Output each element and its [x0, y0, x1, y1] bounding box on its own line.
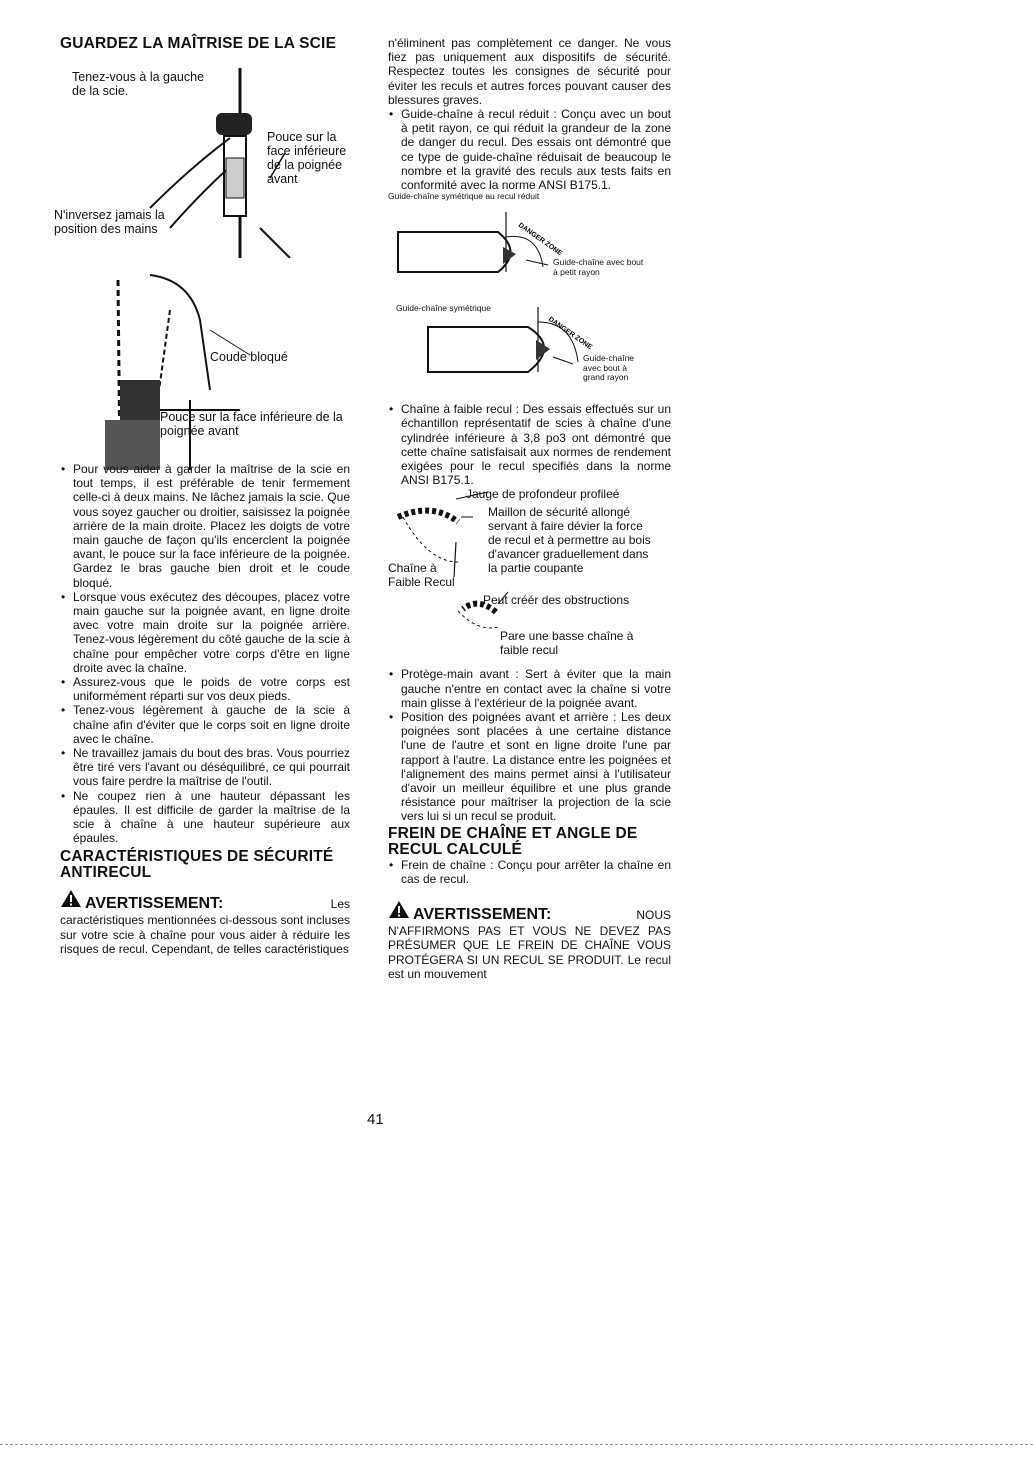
bullet-list-guide — [388, 107, 671, 192]
warning-triangle-icon — [388, 900, 410, 919]
section-heading-antirecul: CARACTÉRISTIQUES DE SÉCURITÉ ANTIRECUL — [60, 848, 334, 882]
figure-low-kickback-chain — [388, 487, 671, 667]
figure-hand-position — [54, 58, 350, 258]
list-item: • Pour vous aider à garder la maîtrise de la scie en tout temps, il est préférable de tenir fermement celle-ci à deux mains. Ne lâchez jamais la scie. Que vous soyez gaucher ou droitier, saisissez la poignée arrière de la main droite. Placez les doigts de votre main gauche de façon qu'ils encerclent la poignée avant, le pouce sur la face inférieure de la poignée. Gardez le bras gauche bien droit et le coude bloqué. — [60, 462, 350, 590]
left-column — [54, 35, 350, 956]
list-item: • Lorsque vous exécutez des découpes, placez votre main gauche sur la poignée avant, en ligne droite avec votre main droite sur la poignée arrière. Tenez-vous légèrement du côté gauche de la scie à chaîne pour empêcher votre corps d'être en ligne droite avec la chaîne. — [60, 590, 350, 675]
list-item: • Assurez-vous que le poids de votre corps est uniformément réparti sur vos deux pieds. — [60, 675, 350, 703]
section-heading-guardez: GUARDEZ LA MAÎTRISE DE LA SCIE — [60, 35, 337, 52]
label-pare: Pare une basse chaîne à faible recul — [500, 629, 634, 658]
bullet-list-right — [388, 667, 671, 823]
page-number: 41 — [367, 1111, 384, 1128]
label-pouce-face: Pouce sur la face inférieure de la poignée avant — [267, 130, 347, 186]
warning-header-left — [60, 889, 350, 913]
label-inversez: N'inversez jamais la position des mains — [54, 208, 165, 236]
list-item: • Chaîne à faible recul : Des essais effectués sur un échantillon représentatif de scies à chaîne d'une cylindrée inférieure à 3,8 po3 ont démontré que cette chaîne satisfaisait aux normes de rendement exigées pour le recul specifiés dans la norme ANSI B175.1. — [388, 402, 671, 487]
list-item: • Position des poignées avant et arrière : Les deux poignées sont placées à une certaine distance l'une de l'autre et sont en ligne droite l'une par rapport à l'autre. La distance entre les poignées et l'alignement des mains permet ainsi à l'utilisateur d'avoir un meilleur équilibre et une plus grande résistance pour maîtriser la projection de la scie vers lui si un recul se produit. — [388, 710, 671, 824]
label-large-radius: Guide-chaîne avec bout à grand rayon — [583, 353, 635, 383]
list-item: • Protège-main avant : Sert à éviter que la main gauche n'entre en contact avec la chaîne si votre main glisse à l'extérieur de la poignée avant. — [388, 667, 671, 710]
warning-header-right — [388, 900, 671, 924]
label-chaine-faible: Chaîne à Faible Recul — [388, 561, 455, 590]
list-item: • Guide-chaîne à recul réduit : Conçu avec un bout à petit rayon, ce qui réduit la grandeur de la zone de danger du recul. Des essais ont démontré que ce type de guide-chaîne réduisait de beaucoup le nombre et la gravité des reculs aux tests faits en conformité avec la norme ANSI B175.1. — [388, 107, 671, 192]
label-tenez: Tenez-vous à la gauche de la scie. — [72, 70, 205, 98]
caption-guide-symetrique: Guide-chaîne symétrique — [396, 303, 491, 314]
list-item: • Ne coupez rien à une hauteur dépassant les épaules. Il est difficile de garder la maîtrise de la scie à chaîne à une hauteur supérieure aux épaules. — [60, 789, 350, 846]
section-heading-frein: FREIN DE CHAÎNE ET ANGLE DE RECUL CALCULÉ — [388, 824, 638, 858]
list-item: • Frein de chaîne : Conçu pour arrêter la chaîne en cas de recul. — [388, 858, 671, 886]
warning-text: caractéristiques mentionnées ci-dessous sont incluses sur votre scie à chaîne pour vous aider à réduire les risques de recul. Cependant, de telles caractéristiques — [60, 913, 350, 956]
bullet-list-chaine — [388, 402, 671, 487]
warning-tail: Les — [330, 897, 350, 912]
warning-text: N'AFFIRMONS PAS ET VOUS NE DEVEZ PAS PRÉSUMER QUE LE FREIN DE CHAÎNE VOUS PROTÉGERA SI UN RECUL SE PRODUIT. Le recul est un mouvement — [388, 924, 671, 981]
bullet-list-frein — [388, 858, 671, 886]
bottom-rule — [0, 1444, 1033, 1445]
danger-zone-2: DANGER ZONE — [546, 316, 594, 352]
danger-zone-1: DANGER ZONE — [516, 222, 564, 258]
warning-title: AVERTISSEMENT: — [413, 906, 552, 924]
right-column — [388, 36, 671, 981]
label-obstructions: Peut créér des obstructions — [483, 593, 630, 608]
warning-title: AVERTISSEMENT: — [85, 895, 224, 913]
figure-elbow-locked — [60, 270, 350, 470]
caption-guide-reduit: Guide-chaîne symétrique au recul réduit — [388, 191, 540, 202]
warning-triangle-icon — [60, 889, 82, 908]
label-pouce-face-2: Pouce sur la face inférieure de la poignée avant — [160, 410, 343, 438]
label-small-radius: Guide-chaîne avec bout à petit rayon — [553, 257, 644, 277]
intro-paragraph: n'éliminent pas complètement ce danger. Ne vous fiez pas uniquement aux dispositifs de sécurité. Respectez toutes les consignes de sécurité pour éviter les reculs et autres forces pouvant causer des blessures graves. — [388, 36, 671, 107]
list-item: • Ne travaillez jamais du bout des bras. Vous pourriez être tiré vers l'avant ou déséquilibré, ce qui pourrait vous faire perdre la maîtrise de l'outil. — [60, 746, 350, 789]
list-item: • Tenez-vous légèrement à gauche de la scie à chaîne afin d'éviter que le corps soit en ligne droite avec le chaîne. — [60, 703, 350, 746]
label-maillon: Maillon de sécurité allongé servant à faire dévier la force de recul et à permettre au bois d'avancer graduellement dans la partie coupante — [488, 505, 651, 576]
illustration-elbow-locked — [100, 270, 270, 470]
label-coude-bloque: Coude bloqué — [210, 350, 288, 364]
bullet-list-left — [60, 462, 350, 845]
warning-tail: NOUS — [636, 908, 671, 923]
figure-guide-chaine — [388, 192, 671, 392]
label-jauge: Jauge de profondeur profileé — [466, 487, 620, 502]
